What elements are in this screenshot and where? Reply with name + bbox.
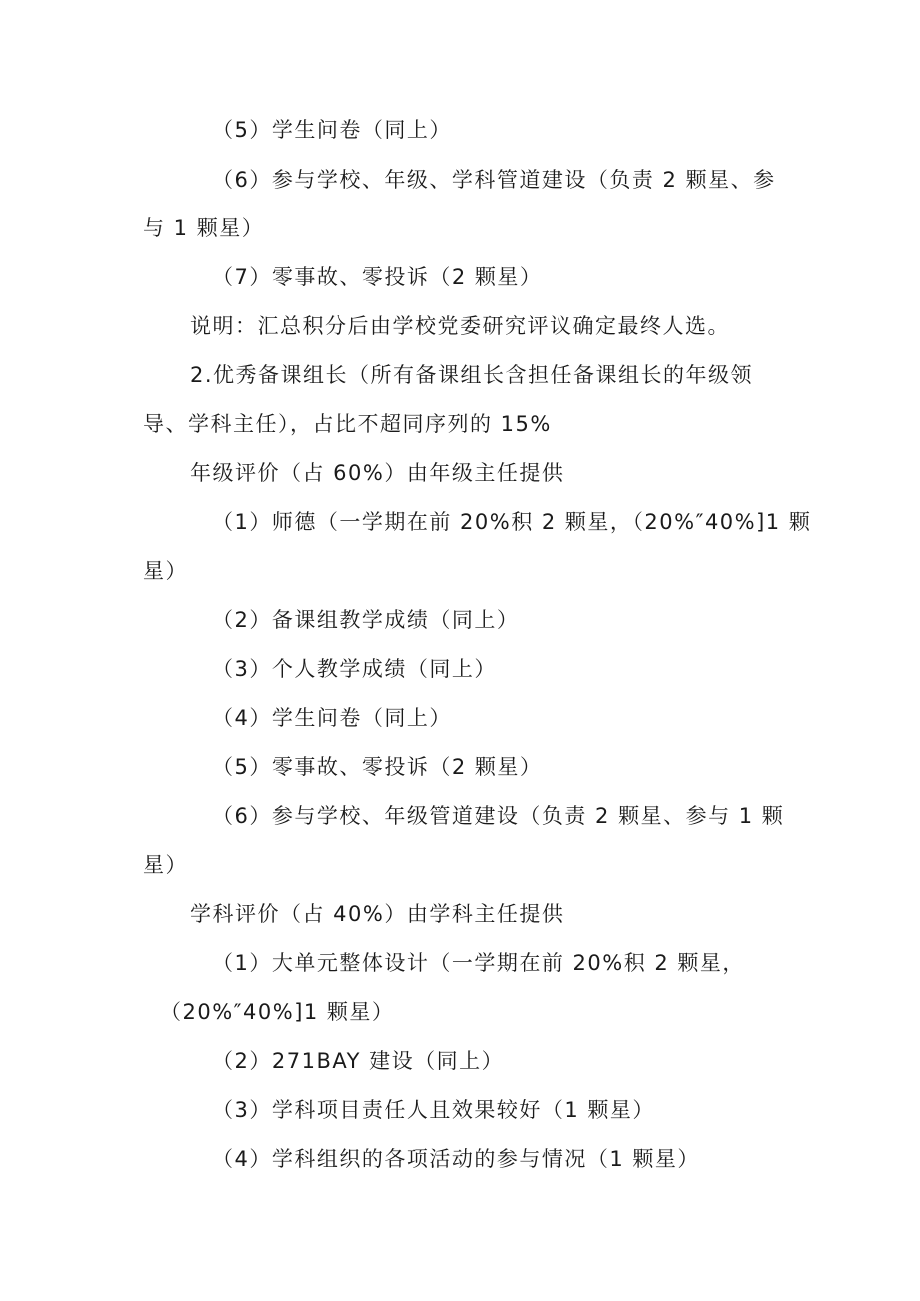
text-line: （7）零事故、零投诉（2 颗星） [212, 265, 543, 289]
text-line: （6）参与学校、年级、学科管道建设（负责 2 颗星、参 [212, 168, 776, 192]
text-line: （6）参与学校、年级管道建设（负责 2 颗星、参与 1 颗 [212, 804, 785, 828]
text-line: （20%″40%]1 颗星） [160, 1000, 395, 1024]
text-line: （2）备课组教学成绩（同上） [212, 608, 520, 632]
text-line: （5）学生问卷（同上） [212, 118, 452, 142]
text-line: 2.优秀备课组长（所有备课组长含担任备课组长的年级领 [190, 363, 754, 387]
text-line: 与 1 颗星） [143, 216, 265, 240]
text-line: （4）学科组织的各项活动的参与情况（1 颗星） [212, 1147, 700, 1171]
text-line: （2）271BAY 建设（同上） [212, 1049, 505, 1073]
text-line: （1）师德（一学期在前 20%积 2 颗星，（20%″40%]1 颗 [212, 510, 812, 534]
text-line: 星） [143, 853, 188, 877]
text-line: （3）学科项目责任人且效果较好（1 颗星） [212, 1098, 655, 1122]
text-line: （4）学生问卷（同上） [212, 706, 452, 730]
text-line: 导、学科主任），占比不超同序列的 15% [143, 412, 552, 436]
text-line: （5）零事故、零投诉（2 颗星） [212, 755, 543, 779]
text-line: （3）个人教学成绩（同上） [212, 657, 497, 681]
text-line: 年级评价（占 60%）由年级主任提供 [190, 461, 565, 485]
text-line: 学科评价（占 40%）由学科主任提供 [190, 902, 565, 926]
text-line: （1）大单元整体设计（一学期在前 20%积 2 颗星， [212, 951, 745, 975]
text-line: 星） [143, 559, 188, 583]
text-line: 说明：汇总积分后由学校党委研究评议确定最终人选。 [190, 314, 730, 338]
